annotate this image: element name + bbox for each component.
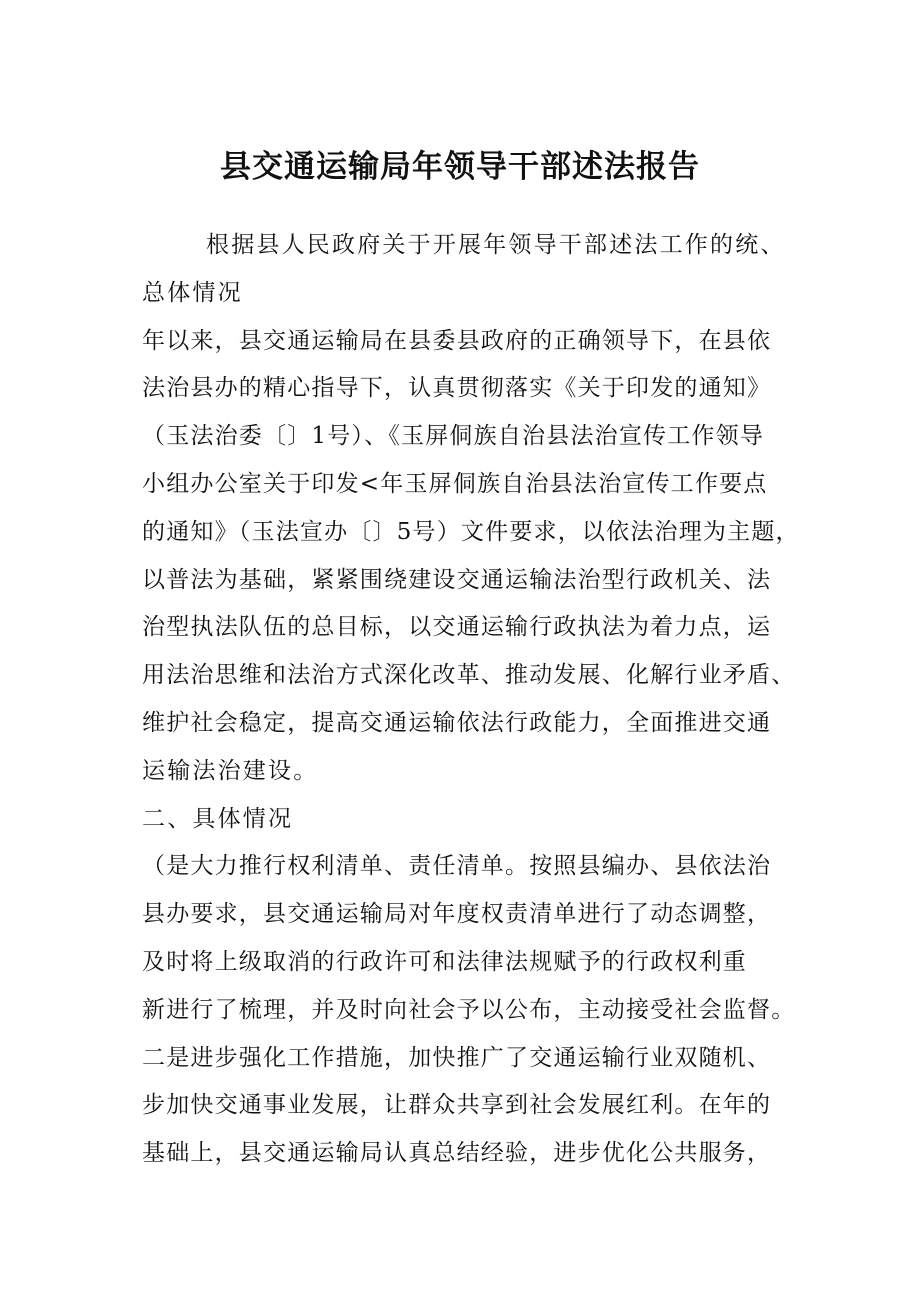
paragraph-line: 新进行了梳理，并及时向社会予以公布，主动接受社会监督。 xyxy=(142,996,796,1023)
paragraph-line: 及时将上级取消的行政许可和法律法规赋予的行政权利重 xyxy=(142,948,747,975)
paragraph-line: 二是进步强化工作措施，加快推广了交通运输行业双随机、 xyxy=(142,1044,772,1071)
paragraph-line: 步加快交通事业发展，让群众共享到社会发展红利。在年的 xyxy=(142,1092,772,1119)
section-heading: 二、具体情况 xyxy=(142,805,294,832)
paragraph-line: 以普法为基础，紧紧围绕建设交通运输法治型行政机关、法 xyxy=(142,566,772,593)
paragraph-line: （玉法治委〔〕1号）、《玉屏侗族自治县法治宣传工作领导 xyxy=(142,423,765,450)
paragraph-line: 维护社会稳定，提高交通运输依法行政能力，全面推进交通 xyxy=(142,709,772,736)
paragraph-line: 小组办公室关于印发<年玉屏侗族自治县法治宣传工作要点 xyxy=(142,470,768,497)
paragraph-line: 运输法治建设。 xyxy=(142,757,319,784)
document-body xyxy=(142,222,800,1178)
paragraph-line: 县办要求，县交通运输局对年度权责清单进行了动态调整， xyxy=(142,901,772,928)
paragraph-line: 治型执法队伍的总目标，以交通运输行政执法为着力点，运 xyxy=(142,614,772,641)
paragraph-line: 基础上，县交通运输局认真总结经验，进步优化公共服务， xyxy=(142,1140,772,1167)
paragraph-line: 年以来，县交通运输局在县委县政府的正确领导下，在县依 xyxy=(142,327,772,354)
paragraph-line: 的通知》（玉法宣办〔〕5号）文件要求，以依法治理为主题， xyxy=(142,518,800,545)
paragraph-line: 根据县人民政府关于开展年领导干部述法工作的统、 xyxy=(206,232,786,258)
paragraph-line: 用法治思维和法治方式深化改革、推动发展、化解行业矛盾、 xyxy=(142,662,796,689)
paragraph-line: 法治县办的精心指导下，认真贯彻落实《关于印发的通知》 xyxy=(142,375,772,402)
section-heading: 总体情况 xyxy=(142,279,243,306)
document-title: 县交通运输局年领导干部述法报告 xyxy=(220,149,700,185)
paragraph-line: （是大力推行权利清单、责任清单。按照县编办、县依法治 xyxy=(142,853,772,880)
